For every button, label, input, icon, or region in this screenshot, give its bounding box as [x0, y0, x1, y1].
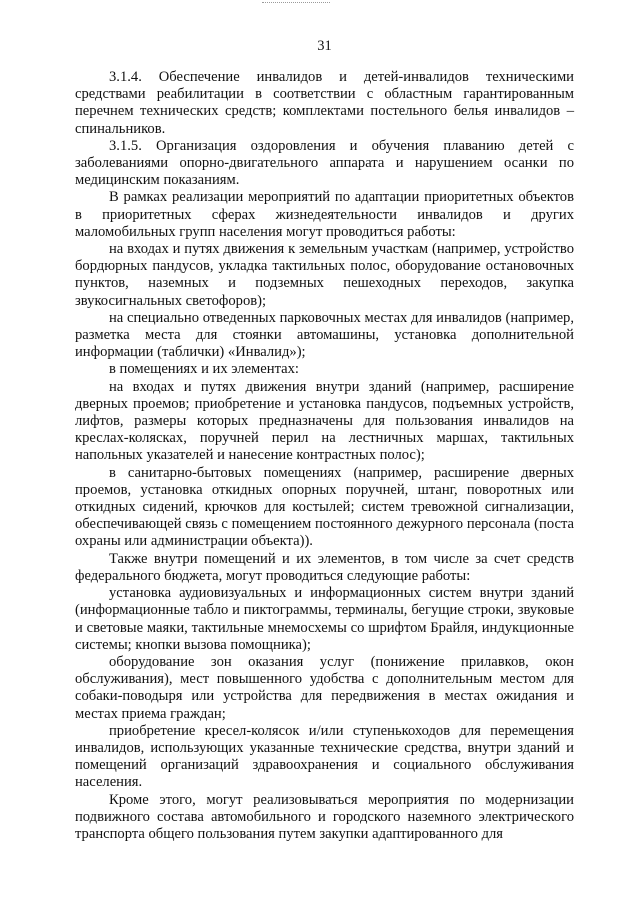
page-number: 31	[317, 38, 332, 54]
paragraph-adaptation-intro: В рамках реализации мероприятий по адаптации приоритетных объектов в приоритетных сферах жизнедеятельности инвалидов и других маломобильных групп населения могут проводиться работы:	[75, 189, 574, 240]
paragraph-3-1-4: 3.1.4. Обеспечение инвалидов и детей-инвалидов техническими средствами реабилитации в соответствии с областным гарантированным перечнем технических средств; комплектами постельного белья инвалидов – спинальников.	[75, 69, 574, 137]
scan-header-mark	[262, 2, 330, 7]
paragraph-audiovisual-systems: установка аудиовизуальных и информационных систем внутри зданий (информационные табло и пиктограммы, терминалы, бегущие строки, звуковые и световые маяки, тактильные мнемосхемы со шрифтом Брайля, индукционные системы; кнопки вызова помощника);	[75, 585, 574, 653]
paragraph-transport: Кроме этого, могут реализовываться мероприятия по модернизации подвижного состава автомобильного и городского наземного электрического транспорта общего пользования путем закупки адаптированного для	[75, 791, 574, 842]
paragraph-3-1-5: 3.1.5. Организация оздоровления и обучения плаванию детей с заболеваниями опорно-двигательного аппарата и нарушением осанки по медицинским показаниям.	[75, 137, 574, 189]
document-body	[75, 69, 574, 843]
paragraph-federal-budget: Также внутри помещений и их элементов, в том числе за счет средств федерального бюджета, могут проводиться следующие работы:	[75, 550, 574, 584]
paragraph-parking: на специально отведенных парковочных местах для инвалидов (например, разметка места для стоянки автомашины, установка дополнительной информации (таблички) «Инвалид»);	[75, 309, 574, 361]
paragraph-sanitary-rooms: в санитарно-бытовых помещениях (например, расширение дверных проемов, установка откидных опорных поручней, штанг, поворотных или откидных сидений, крючков для костылей; систем тревожной сигнализации, обеспечивающей связь с помещением постоянного дежурного персонала (поста охраны или администрации объекта)).	[75, 464, 574, 550]
paragraph-premises-heading: в помещениях и их элементах:	[109, 361, 299, 378]
paragraph-land-access: на входах и путях движения к земельным участкам (например, устройство бордюрных пандусов, укладка тактильных полос, оборудование остановочных пунктов, наземных и подземных пешеходных переходов, закупка звукосигнальных светофоров);	[75, 241, 574, 309]
paragraph-wheelchairs: приобретение кресел-колясок и/или ступенькоходов для перемещения инвалидов, использующих указанные технические средства, внутри зданий и помещений организаций здравоохранения и социального обслуживания населения.	[75, 722, 574, 791]
paragraph-service-zones: оборудование зон оказания услуг (понижение прилавков, окон обслуживания), мест повышенного удобства с дополнительным местом для собаки-поводыря или устройства для передвижения в местах ожидания и местах приема граждан;	[75, 653, 574, 722]
paragraph-building-entrances: на входах и путях движения внутри зданий (например, расширение дверных проемов; приобретение и установка пандусов, подъемных устройств, лифтов, размеры которых предназначены для пользования инвалидов на креслах-колясках, поручней перил на лестничных маршах, тактильных напольных указателей и нанесение контрастных полос);	[75, 378, 574, 464]
